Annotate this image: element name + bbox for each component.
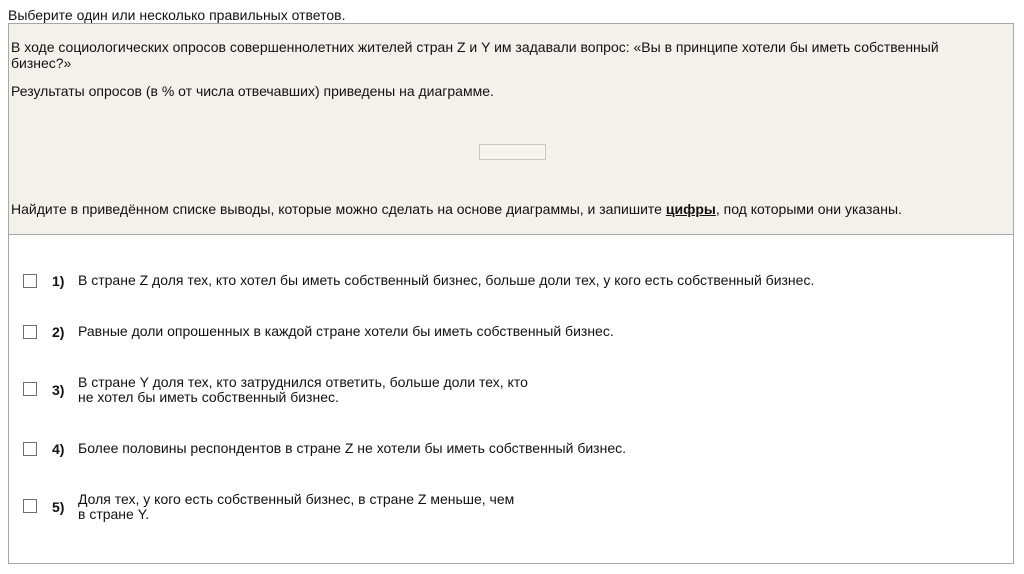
option-2-checkbox[interactable] <box>23 325 37 339</box>
task-paragraph-question: В ходе социологических опросов совершеннолетних жителей стран Z и Y им задавали вопрос: «Вы в принципе хотели бы иметь собственный бизнес?» <box>11 39 939 71</box>
option-5-number: 5) <box>52 499 65 515</box>
question-frame <box>8 23 1014 564</box>
option-5-text-line1: Доля тех, у кого есть собственный бизнес, в стране Z меньше, чем <box>78 491 515 507</box>
option-1-checkbox[interactable] <box>23 274 37 288</box>
instruction-text: Выберите один или несколько правильных ответов. <box>8 7 346 23</box>
option-4-checkbox[interactable] <box>23 442 37 456</box>
task-panel <box>9 24 1013 235</box>
option-4-number: 4) <box>52 441 65 457</box>
option-1-text: В стране Z доля тех, кто хотел бы иметь собственный бизнес, больше доли тех, у кого есть собственный бизнес. <box>78 272 815 288</box>
option-4-text: Более половины респондентов в стране Z не хотели бы иметь собственный бизнес. <box>78 440 626 456</box>
option-5-text-line2: в стране Y. <box>78 506 150 522</box>
option-1-number: 1) <box>52 273 65 289</box>
option-5-checkbox[interactable] <box>23 499 37 513</box>
option-2-text: Равные доли опрошенных в каждой стране хотели бы иметь собственный бизнес. <box>78 323 614 339</box>
option-3-text <box>78 375 528 405</box>
diagram-image-placeholder <box>479 144 546 160</box>
option-3-text-line1: В стране Y доля тех, кто затруднился ответить, больше доли тех, кто <box>78 374 528 390</box>
instruction-before: Найдите в приведённом списке выводы, которые можно сделать на основе диаграммы, и запишите <box>11 201 666 217</box>
option-3-number: 3) <box>52 382 65 398</box>
task-paragraph-results: Результаты опросов (в % от числа отвечавших) приведены на диаграмме. <box>11 83 494 99</box>
instruction-after: , под которыми они указаны. <box>715 201 902 217</box>
option-3-text-line2: не хотел бы иметь собственный бизнес. <box>78 389 339 405</box>
option-3-checkbox[interactable] <box>23 382 37 396</box>
instruction-emphasis: цифры <box>665 201 716 217</box>
task-paragraph-instruction <box>11 201 902 217</box>
option-2-number: 2) <box>52 324 65 340</box>
option-5-text <box>78 492 514 522</box>
